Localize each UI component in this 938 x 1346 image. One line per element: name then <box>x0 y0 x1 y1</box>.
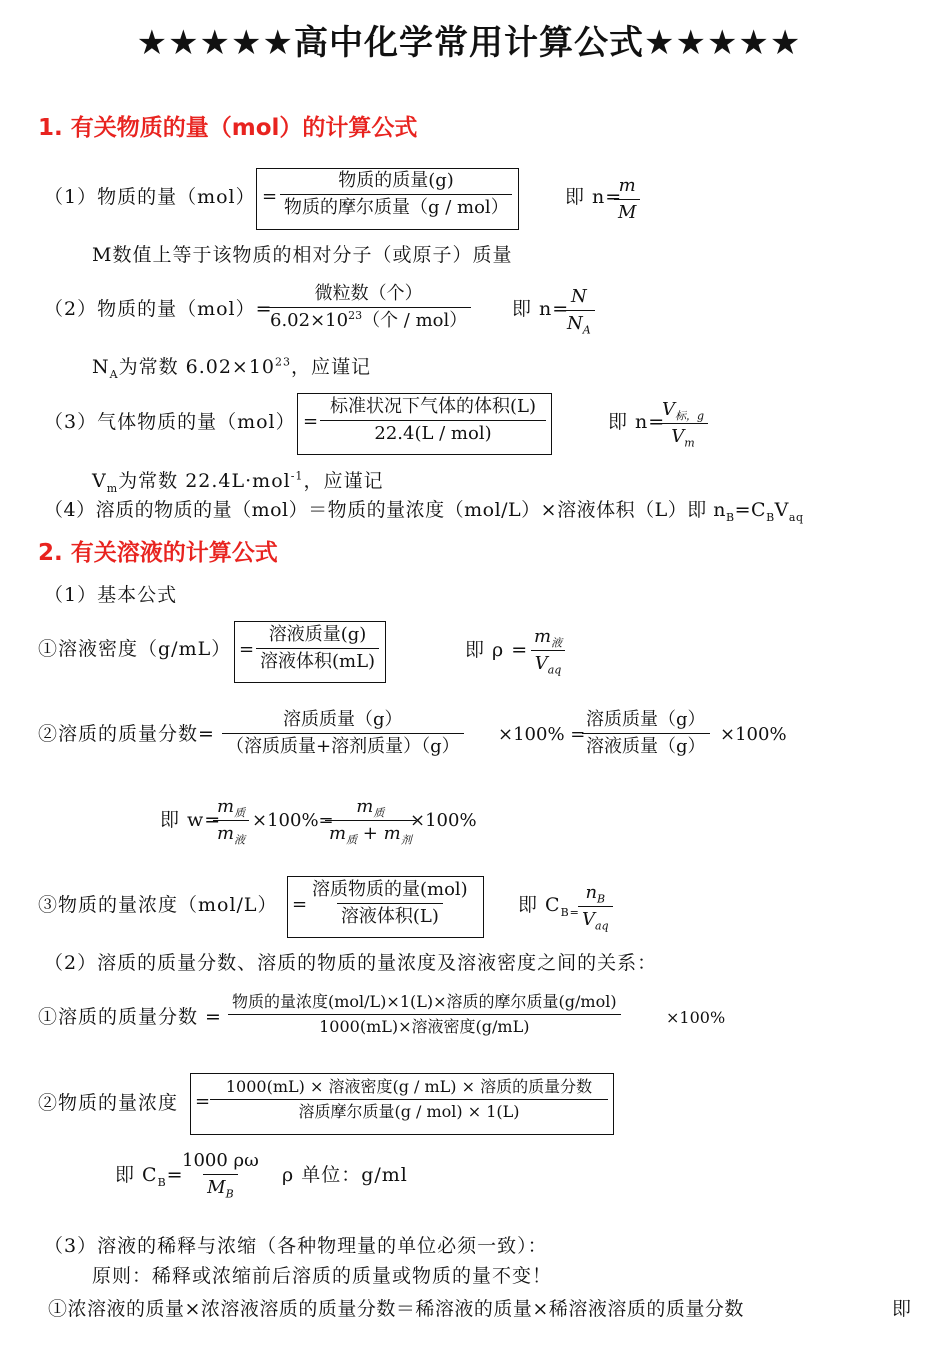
massfrac-fraction-2 <box>582 711 710 756</box>
formula3-result-den <box>658 423 708 450</box>
rel2-equals: = <box>195 1091 211 1112</box>
w-num2-sub: 质 <box>373 806 385 820</box>
formula3-result-den-sub: m <box>684 436 695 450</box>
rel2-fraction <box>210 1079 608 1120</box>
formula1-label: （1）物质的量（mol） <box>44 186 256 208</box>
cb-equals: = <box>166 1164 184 1186</box>
conc-result-num <box>581 884 609 906</box>
massfrac-num1: 溶质质量（g） <box>283 709 403 730</box>
formula2-denominator <box>266 307 471 330</box>
note3-b: 为常数 22.4L·mol <box>118 470 291 492</box>
cb-den-sub: B <box>225 1187 234 1201</box>
dilution-principle: 原则：稀释或浓缩前后溶质的质量或物质的量不变！ <box>92 1265 553 1287</box>
w-den1-sub: 液 <box>234 833 246 847</box>
conc-result-fraction <box>578 882 613 933</box>
w-den2-b-sub: 剂 <box>400 833 412 847</box>
note-avogadro <box>92 355 372 381</box>
conc-label: ③物质的量浓度（mol/L） <box>38 894 278 916</box>
w-den2 <box>325 820 416 847</box>
formula4-mid: =C <box>734 499 767 521</box>
w-den1 <box>213 820 249 847</box>
density-result-den-v: V <box>534 653 548 674</box>
massfrac-label: ②溶质的质量分数= <box>38 723 215 745</box>
rel2-label: ②物质的量浓度 <box>38 1092 179 1114</box>
formula1-equals: = <box>262 186 278 207</box>
density-result-num <box>530 628 566 650</box>
formula3-result-fraction <box>658 399 708 450</box>
density-ji: 即 ρ = <box>465 639 529 661</box>
cb-ji-sub: B <box>157 1175 167 1189</box>
formula2-result-den <box>563 310 595 337</box>
formula4-text: （4）溶质的物质的量（mol）＝物质的量浓度（mol/L）×溶液体积（L）即 n <box>44 499 726 521</box>
formula4-sub2: B <box>766 510 775 524</box>
w-den2-b: m <box>383 823 401 844</box>
density-result-num-v: m <box>534 626 552 647</box>
cb-fraction <box>178 1150 263 1201</box>
formula3-equals: = <box>303 411 319 432</box>
note3-a-sub: m <box>106 481 119 495</box>
w-fraction-1 <box>213 796 249 847</box>
conc-ji-sub: B= <box>560 905 580 919</box>
relation-heading: （2）溶质的质量分数、溶质的物质的量浓度及溶液密度之间的关系： <box>44 952 658 974</box>
cb-ji-text: 即 C <box>115 1164 158 1186</box>
formula1-result-den: M <box>614 199 640 222</box>
massfrac-num2: 溶质质量（g） <box>586 709 706 730</box>
formula1-fraction <box>280 172 512 217</box>
cb-unit: ρ 单位：g/ml <box>282 1164 408 1186</box>
cb-numerator: 1000 ρω <box>182 1150 259 1171</box>
formula2-fraction <box>266 285 471 330</box>
formula2-result-den-sub: A <box>582 323 591 337</box>
conc-numerator: 溶质物质的量(mol) <box>312 879 468 900</box>
formula3-denominator: 22.4(L / mol) <box>320 420 546 443</box>
cb-den-v: M <box>207 1177 226 1198</box>
formula2-numerator: 微粒数（个） <box>314 283 423 304</box>
basic-formulas-label: （1）基本公式 <box>44 584 178 606</box>
rel1-fraction <box>228 994 621 1035</box>
formula3-result-num <box>658 401 708 423</box>
page-title: ★★★★★高中化学常用计算公式★★★★★ <box>136 23 802 63</box>
note2-b-sup: 23 <box>275 355 292 369</box>
massfrac-fraction-1 <box>222 711 464 756</box>
note2-a: N <box>92 356 110 378</box>
massfrac-tail: ×100% <box>720 724 787 745</box>
section-1-heading: 1. 有关物质的量（mol）的计算公式 <box>38 115 418 141</box>
formula2-ji: 即 n= <box>512 298 570 320</box>
density-numerator: 溶液质量(g) <box>268 624 367 645</box>
rel1-tail: ×100% <box>666 1008 726 1027</box>
conc-fraction <box>308 881 472 926</box>
w-fraction-2 <box>325 796 416 847</box>
density-result-num-sub: 液 <box>551 636 563 650</box>
formula1-result-num: m <box>618 175 636 196</box>
formula3-numerator: 标准状况下气体的体积(L) <box>330 396 536 417</box>
w-num2-v: m <box>356 796 374 817</box>
formula2-den-a: 6.02×10 <box>270 310 349 331</box>
formula1-ji: 即 n= <box>565 186 623 208</box>
note3-b-sup: -1 <box>290 469 304 483</box>
conc-result-den <box>578 906 613 933</box>
massfrac-mid: ×100% = <box>498 724 586 745</box>
formula2-result-num: N <box>570 286 587 307</box>
formula1-numerator: 物质的质量(g) <box>338 170 454 191</box>
w-num1 <box>213 798 249 820</box>
note2-a-sub: A <box>109 367 119 381</box>
rel1-numerator: 物质的量浓度(mol/L)×1(L)×溶质的摩尔质量(g/mol) <box>232 992 617 1011</box>
conc-ji <box>518 894 580 919</box>
massfrac-den2: 溶液质量（g） <box>582 733 710 756</box>
formula3-fraction <box>320 398 546 443</box>
rel2-numerator: 1000(mL) × 溶液密度(g / mL) × 溶质的质量分数 <box>225 1077 593 1096</box>
density-equals: = <box>239 639 255 660</box>
formula2-den-b: （个 / mol） <box>362 310 468 331</box>
dilution-formula: ①浓溶液的质量×浓溶液溶质的质量分数＝稀溶液的质量×稀溶液溶质的质量分数 <box>48 1298 744 1320</box>
w-den1-v: m <box>217 823 235 844</box>
density-result-den <box>531 650 566 677</box>
formula4-sub3: aq <box>788 510 804 524</box>
w-ji: 即 w= <box>160 809 222 831</box>
formula3-result-den-v: V <box>671 426 685 447</box>
w-num1-sub: 质 <box>234 806 246 820</box>
formula2-label: （2）物质的量（mol）= <box>44 298 273 320</box>
conc-result-den-v: V <box>582 909 595 930</box>
density-label: ①溶液密度（g/mL） <box>38 638 232 660</box>
formula1-result-fraction <box>614 177 640 222</box>
rel1-label: ①溶质的质量分数 = <box>38 1006 222 1028</box>
formula3-result-num-sub: 标，g <box>675 409 705 423</box>
formula2-result-den-n: N <box>567 313 583 334</box>
formula4-v: V <box>774 499 789 521</box>
formula2-den-sup: 23 <box>348 309 363 322</box>
rel2-denominator: 溶质摩尔质量(g / mol) × 1(L) <box>210 1099 608 1120</box>
w-den2-a-sub: 质 <box>346 833 358 847</box>
dilution-heading: （3）溶液的稀释与浓缩（各种物理量的单位必须一致）： <box>44 1235 548 1257</box>
w-den2-plus: + <box>357 823 384 844</box>
formula3-result-num-v: V <box>662 399 675 420</box>
formula3-ji: 即 n= <box>608 411 666 433</box>
formula4-sub1: B <box>726 510 735 524</box>
w-mid: ×100%= <box>252 810 334 831</box>
massfrac-den1: （溶质质量+溶剂质量）（g） <box>222 733 464 756</box>
note2-c: ，应谨记 <box>291 356 372 378</box>
note3-c: ，应谨记 <box>303 470 384 492</box>
formula2-result-fraction <box>563 286 595 337</box>
note2-b: 为常数 6.02×10 <box>118 356 276 378</box>
rel1-denominator: 1000(mL)×溶液密度(g/mL) <box>228 1014 621 1035</box>
note-molar-volume <box>92 469 384 495</box>
conc-result-den-sub: aq <box>595 919 609 933</box>
dilution-ji: 即 <box>892 1298 913 1320</box>
density-fraction <box>256 626 379 671</box>
w-num2 <box>352 798 388 820</box>
density-result-den-sub: aq <box>547 663 562 677</box>
note-molar-mass: M数值上等于该物质的相对分子（或原子）质量 <box>92 244 513 266</box>
w-num1-v: m <box>217 796 235 817</box>
w-tail: ×100% <box>410 810 477 831</box>
density-denominator: 溶液体积(mL) <box>256 648 379 671</box>
formula3-label: （3）气体物质的量（mol） <box>44 411 296 433</box>
conc-result-num-sub: B <box>597 892 606 906</box>
formula4-line <box>44 499 804 524</box>
conc-ji-text: 即 C <box>518 894 561 916</box>
conc-result-num-v: n <box>585 882 598 903</box>
section-2-heading: 2. 有关溶液的计算公式 <box>38 540 278 566</box>
density-result-fraction <box>530 626 566 677</box>
formula1-denominator: 物质的摩尔质量（g / mol） <box>280 194 512 217</box>
w-den2-a: m <box>329 823 347 844</box>
conc-denominator: 溶液体积(L) <box>337 903 443 926</box>
conc-equals: = <box>292 894 308 915</box>
note3-a: V <box>92 470 107 492</box>
cb-ji <box>115 1164 184 1189</box>
cb-denominator <box>203 1174 238 1201</box>
